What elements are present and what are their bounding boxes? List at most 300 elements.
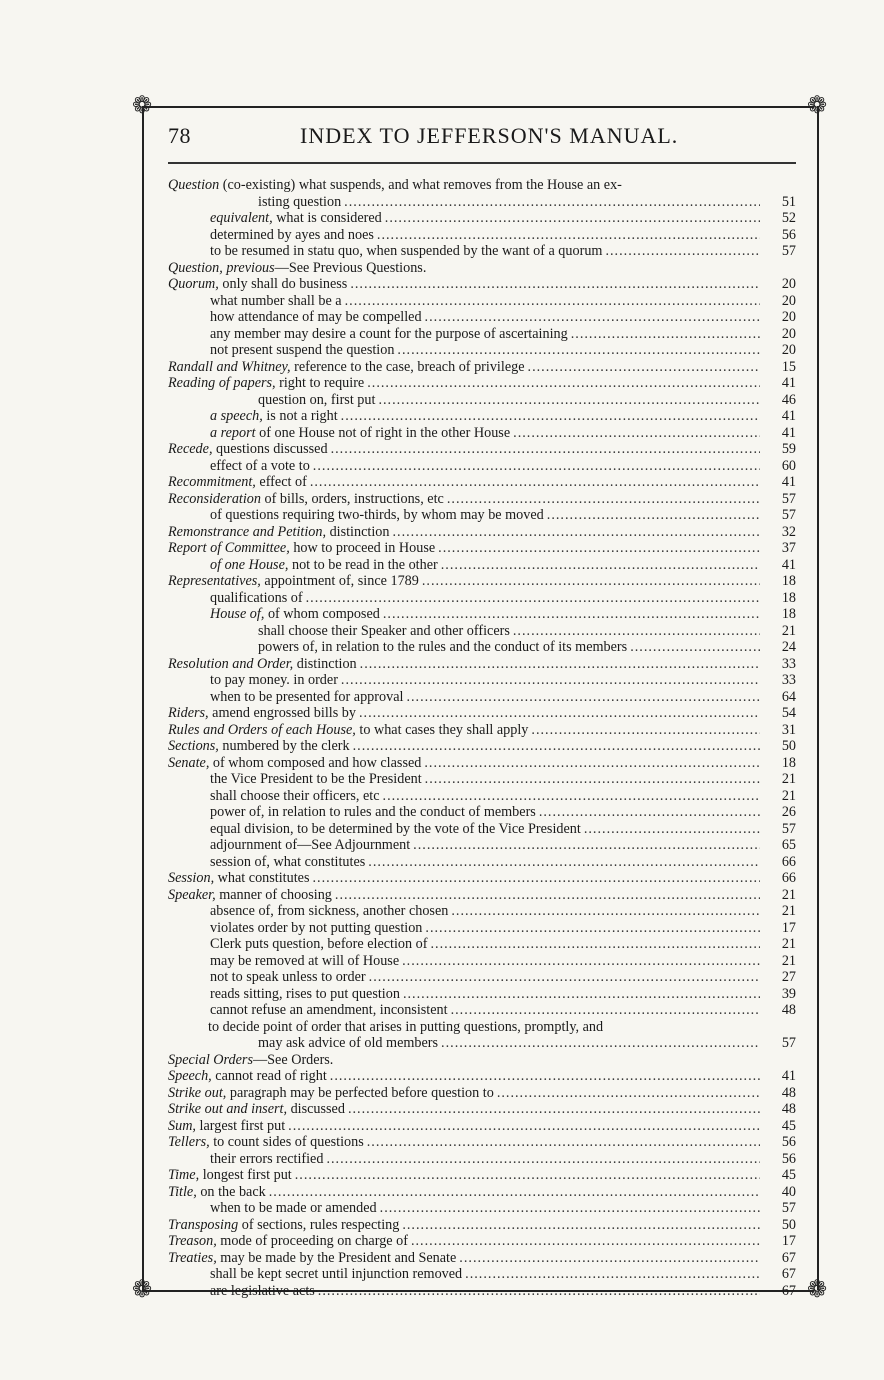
index-entry <box>160 656 796 673</box>
dot-leader <box>584 821 760 838</box>
entry-page-number: 33 <box>781 655 796 672</box>
dot-leader <box>424 755 760 772</box>
entry-page-number: 18 <box>781 589 796 606</box>
entry-text: of whom composed and how classed <box>209 754 422 771</box>
dot-leader <box>295 1167 760 1184</box>
entry-page-number: 48 <box>781 1084 796 1101</box>
dot-leader <box>571 326 760 343</box>
entry-text: of bills, orders, instructions, etc <box>261 490 444 507</box>
dot-leader <box>306 590 760 607</box>
dot-leader <box>341 672 760 689</box>
index-entry <box>160 606 796 623</box>
index-entry <box>160 1283 796 1300</box>
dot-leader <box>377 227 760 244</box>
dot-leader <box>547 507 760 524</box>
entry-page-number: 18 <box>781 573 796 589</box>
index-entry <box>160 870 796 887</box>
entry-page-number: 52 <box>781 210 796 226</box>
corner-ornament-icon: ❁ <box>131 1277 153 1303</box>
header-rule <box>168 162 796 164</box>
entry-text: on the back <box>196 1183 266 1200</box>
entry-heading: Randall and Whitney, <box>168 358 291 375</box>
dot-leader <box>605 243 760 260</box>
dot-leader <box>350 276 760 293</box>
entry-text: distinction <box>293 655 357 672</box>
entry-heading: a report <box>210 424 256 441</box>
dot-leader <box>413 837 760 854</box>
border-left <box>142 106 144 1290</box>
entry-page-number: 57 <box>781 1200 796 1216</box>
entry-page-number: 37 <box>781 540 796 556</box>
dot-leader <box>353 738 760 755</box>
entry-text: not to speak unless to order <box>210 969 366 985</box>
entry-text: Clerk puts question, before election of <box>210 936 428 952</box>
entry-text: adjournment of—See Adjournment <box>210 837 411 853</box>
entry-text: cannot read of right <box>211 1068 327 1084</box>
corner-ornament-icon: ❁ <box>806 93 828 119</box>
index-entry <box>160 309 796 326</box>
border-top <box>142 106 814 108</box>
entry-text: equal division, to be determined by the vote of the Vice President <box>210 820 581 837</box>
index-entry <box>160 672 796 689</box>
index-entry <box>160 441 796 458</box>
index-entry <box>160 738 796 755</box>
index-entry <box>160 557 796 574</box>
entry-heading: Session, <box>168 870 215 886</box>
entry-page-number: 46 <box>781 391 796 408</box>
entry-text: reads sitting, rises to put question <box>210 985 400 1002</box>
entry-page-number: 32 <box>781 523 796 540</box>
entry-text: shall be kept secret until injunction removed <box>210 1266 463 1282</box>
entry-text: question on, first put <box>258 391 376 408</box>
index-entry <box>160 359 796 376</box>
entry-text: amend engrossed bills by <box>208 705 356 721</box>
entry-heading: Speech, <box>168 1068 212 1084</box>
dot-leader <box>397 342 760 359</box>
entry-heading: Treason, <box>168 1233 217 1249</box>
index-entry <box>160 375 796 392</box>
entry-page-number: 41 <box>781 424 796 441</box>
dot-leader <box>451 1002 760 1019</box>
index-entry <box>160 821 796 838</box>
entry-text: the Vice President to be the President <box>210 771 422 787</box>
entry-text: —See Orders. <box>252 1051 334 1068</box>
dot-leader <box>402 953 760 970</box>
entry-page-number: 20 <box>781 342 796 358</box>
entry-heading: Remonstrance and Petition, <box>168 523 327 540</box>
dot-leader <box>447 491 760 508</box>
entry-page-number: 50 <box>781 1216 796 1233</box>
index-entry <box>160 573 796 590</box>
index-entry <box>160 474 796 491</box>
dot-leader <box>378 392 760 409</box>
dot-leader <box>348 1101 760 1118</box>
index-entry <box>160 1019 796 1036</box>
entry-heading: Reconsideration <box>168 490 261 507</box>
dot-leader <box>288 1118 760 1135</box>
dot-leader <box>497 1085 760 1102</box>
index-entry <box>160 903 796 920</box>
entry-heading: Tellers, <box>168 1134 210 1150</box>
index-entry <box>160 326 796 343</box>
entry-page-number: 41 <box>781 408 796 424</box>
entry-page-number: 67 <box>781 1282 796 1299</box>
entry-heading: Strike out and insert, <box>168 1101 288 1117</box>
dot-leader <box>385 210 760 227</box>
entry-text: of one House not of right in the other House <box>255 424 511 441</box>
entry-text: how to proceed in House <box>289 540 436 556</box>
entry-text: session of, what constitutes <box>210 853 366 870</box>
entry-page-number: 57 <box>781 820 796 837</box>
index-entry <box>160 837 796 854</box>
dot-leader <box>312 870 760 887</box>
dot-leader <box>459 1250 760 1267</box>
entry-text: to decide point of order that arises in putting questions, promptly, and <box>208 1018 604 1035</box>
entry-text: when to be presented for approval <box>210 688 404 705</box>
dot-leader <box>425 309 760 326</box>
entry-heading: House of, <box>210 606 265 622</box>
dot-leader <box>318 1283 760 1300</box>
dot-leader <box>441 557 760 574</box>
dot-leader <box>402 1217 760 1234</box>
index-entry <box>160 1118 796 1135</box>
entry-page-number: 20 <box>781 309 796 325</box>
index-entry <box>160 854 796 871</box>
border-right <box>817 106 819 1290</box>
entry-heading: Question <box>168 177 220 193</box>
dot-leader <box>341 408 760 425</box>
dot-leader <box>465 1266 760 1283</box>
dot-leader <box>335 887 760 904</box>
index-entry <box>160 260 796 277</box>
entry-page-number: 21 <box>781 936 796 952</box>
entry-text: cannot refuse an amendment, inconsistent <box>210 1002 448 1018</box>
entry-page-number: 67 <box>781 1266 796 1282</box>
dot-leader <box>383 788 760 805</box>
entry-text: of questions requiring two-thirds, by whom may be moved <box>210 507 544 523</box>
entry-heading: Report of Committee, <box>168 540 290 556</box>
entry-text: appointment of, since 1789 <box>260 573 419 589</box>
dot-leader <box>360 656 760 673</box>
entry-page-number: 17 <box>781 1233 796 1249</box>
entry-text: mode of proceeding on charge of <box>216 1233 408 1249</box>
entry-text: distinction <box>326 523 390 540</box>
entry-heading: Treaties, <box>168 1249 217 1266</box>
index-entry <box>160 540 796 557</box>
index-entry <box>160 425 796 442</box>
entry-page-number: 67 <box>781 1249 796 1266</box>
index-entry <box>160 722 796 739</box>
entry-heading: Riders, <box>168 705 209 721</box>
entry-text: of sections, rules respecting <box>238 1216 400 1233</box>
entry-heading: Resolution and Order, <box>168 655 294 672</box>
entry-text: violates order by not putting question <box>210 919 423 936</box>
entry-page-number: 33 <box>781 672 796 688</box>
entry-text: numbered by the clerk <box>218 738 350 754</box>
entry-text: longest first put <box>199 1167 292 1183</box>
index-entry <box>160 771 796 788</box>
entry-page-number: 20 <box>781 276 796 292</box>
entry-page-number: 57 <box>781 490 796 507</box>
entry-page-number: 48 <box>781 1101 796 1117</box>
entry-heading: Rules and Orders of each House, <box>168 721 356 738</box>
dot-leader <box>369 969 760 986</box>
index-entry <box>160 590 796 607</box>
entry-text: —See Previous Questions. <box>274 259 427 276</box>
entry-page-number: 15 <box>781 358 796 375</box>
entry-page-number: 59 <box>781 441 796 457</box>
entry-text: (co-existing) what suspends, and what removes from the House an ex- <box>219 177 622 193</box>
dot-leader <box>438 540 760 557</box>
entry-text: to be resumed in statu quo, when suspended by the want of a quorum <box>210 243 603 259</box>
entry-page-number: 57 <box>781 1035 796 1051</box>
entry-text: not present suspend the question <box>210 342 395 358</box>
dot-leader <box>422 573 760 590</box>
entry-page-number: 66 <box>781 870 796 886</box>
entry-page-number: 21 <box>781 787 796 804</box>
index-entry <box>160 276 796 293</box>
entry-text: to pay money. in order <box>210 672 338 688</box>
dot-leader <box>359 705 760 722</box>
index-entry <box>160 243 796 260</box>
entry-page-number: 66 <box>781 853 796 870</box>
entry-text: their errors rectified <box>210 1150 324 1167</box>
entry-page-number: 48 <box>781 1002 796 1018</box>
entry-heading: Representatives, <box>168 573 261 589</box>
dot-leader <box>531 722 760 739</box>
entry-text: right to require <box>275 375 365 391</box>
entry-page-number: 51 <box>781 193 796 210</box>
entry-text: how attendance of may be compelled <box>210 309 422 325</box>
entry-page-number: 41 <box>781 556 796 573</box>
index-entry <box>160 788 796 805</box>
dot-leader <box>380 1200 760 1217</box>
dot-leader <box>425 920 760 937</box>
dot-leader <box>411 1233 760 1250</box>
dot-leader <box>441 1035 760 1052</box>
entry-text: questions discussed <box>212 441 328 457</box>
entry-heading: Title, <box>168 1183 197 1200</box>
dot-leader <box>528 359 760 376</box>
entry-text: may ask advice of old members <box>258 1035 439 1051</box>
entry-heading: Reading of papers, <box>168 375 276 391</box>
entry-heading: Question, previous <box>168 259 275 276</box>
entry-page-number: 60 <box>781 457 796 474</box>
entry-page-number: 21 <box>781 952 796 969</box>
entry-text: when to be made or amended <box>210 1200 377 1216</box>
page-number: 78 <box>168 123 191 148</box>
index-entry <box>160 986 796 1003</box>
dot-leader <box>367 375 760 392</box>
entry-text: absence of, from sickness, another chosen <box>210 903 449 919</box>
index-entry <box>160 953 796 970</box>
dot-leader <box>430 936 760 953</box>
corner-ornament-icon: ❁ <box>131 93 153 119</box>
entry-text: power of, in relation to rules and the conduct of members <box>210 804 536 820</box>
index-entry <box>160 1250 796 1267</box>
entry-text: what constitutes <box>214 870 310 886</box>
index-entry <box>160 705 796 722</box>
index-entry <box>160 639 796 656</box>
dot-leader <box>630 639 760 656</box>
entry-text: effect of a vote to <box>210 457 310 474</box>
entry-page-number: 31 <box>781 721 796 738</box>
entry-text: qualifications of <box>210 589 303 606</box>
index-entry <box>160 1233 796 1250</box>
index-entry <box>160 408 796 425</box>
dot-leader <box>513 623 760 640</box>
entry-page-number: 40 <box>781 1183 796 1200</box>
index-entry <box>160 1134 796 1151</box>
dot-leader <box>392 524 760 541</box>
entry-page-number: 50 <box>781 738 796 754</box>
entry-text: may be removed at will of House <box>210 952 400 969</box>
dot-leader <box>313 458 760 475</box>
entry-heading: Special Orders <box>168 1051 253 1068</box>
index-entry <box>160 623 796 640</box>
index-entry <box>160 524 796 541</box>
entry-page-number: 20 <box>781 292 796 309</box>
dot-leader <box>326 1151 760 1168</box>
dot-leader <box>383 606 760 623</box>
index-entry <box>160 491 796 508</box>
index-entry <box>160 210 796 227</box>
dot-leader <box>331 441 760 458</box>
entry-page-number: 54 <box>781 705 796 721</box>
entry-page-number: 21 <box>781 622 796 639</box>
index-entry <box>160 1200 796 1217</box>
entry-heading: Speaker, <box>168 886 216 903</box>
entry-text: reference to the case, breach of privilege <box>290 358 525 375</box>
entry-heading: equivalent, <box>210 210 273 226</box>
entry-text: may be made by the President and Senate <box>216 1249 457 1266</box>
entry-heading: a speech, <box>210 408 263 424</box>
index-entry <box>160 1217 796 1234</box>
entry-page-number: 21 <box>781 903 796 919</box>
dot-leader <box>368 854 760 871</box>
entry-page-number: 17 <box>781 919 796 936</box>
dot-leader <box>330 1068 760 1085</box>
index-entry <box>160 1035 796 1052</box>
index-entry <box>160 1068 796 1085</box>
entry-heading: Quorum, <box>168 276 219 292</box>
page-header <box>168 123 796 157</box>
index-entry <box>160 1184 796 1201</box>
index-entry <box>160 458 796 475</box>
index-entry <box>160 293 796 310</box>
index-entry <box>160 969 796 986</box>
entry-text: shall choose their officers, etc <box>210 787 380 804</box>
entry-heading: of one House, <box>210 556 289 573</box>
dot-leader <box>345 293 760 310</box>
entry-page-number: 20 <box>781 325 796 342</box>
entry-page-number: 41 <box>781 1068 796 1084</box>
entry-page-number: 18 <box>781 754 796 771</box>
dot-leader <box>344 194 760 211</box>
corner-ornament-icon: ❁ <box>806 1277 828 1303</box>
index-entry <box>160 194 796 211</box>
entry-text: isting question <box>258 193 342 210</box>
entry-text: effect of <box>255 474 307 490</box>
dot-leader <box>269 1184 760 1201</box>
entry-page-number: 21 <box>781 771 796 787</box>
entry-page-number: 21 <box>781 886 796 903</box>
dot-leader <box>403 986 760 1003</box>
index-entry <box>160 1002 796 1019</box>
entry-text: not to be read in the other <box>288 556 438 573</box>
entry-heading: Strike out, <box>168 1084 227 1101</box>
index-entry <box>160 342 796 359</box>
index-entry <box>160 392 796 409</box>
entry-page-number: 57 <box>781 243 796 259</box>
entry-page-number: 41 <box>781 375 796 391</box>
index-entry <box>160 1101 796 1118</box>
dot-leader <box>367 1134 760 1151</box>
entry-heading: Sum, <box>168 1117 196 1134</box>
index-entry <box>160 755 796 772</box>
entry-text: what is considered <box>272 210 382 226</box>
entry-text: what number shall be a <box>210 292 342 309</box>
entry-heading: Recommitment, <box>168 474 256 490</box>
entry-text: manner of choosing <box>215 886 332 903</box>
dot-leader <box>406 689 760 706</box>
entry-page-number: 57 <box>781 507 796 523</box>
entry-text: are legislative acts <box>210 1282 315 1299</box>
index-entry <box>160 227 796 244</box>
entry-text: shall choose their Speaker and other officers <box>258 622 510 639</box>
index-entry <box>160 177 796 194</box>
page-title: INDEX TO JEFFERSON'S MANUAL. <box>300 123 679 148</box>
index-entry <box>160 1052 796 1069</box>
entry-page-number: 27 <box>781 969 796 985</box>
index-entry <box>160 804 796 821</box>
entry-text: is not a right <box>262 408 338 424</box>
index-entry <box>160 1266 796 1283</box>
index-entry <box>160 1167 796 1184</box>
entry-text: only shall do business <box>218 276 348 292</box>
entry-text: largest first put <box>195 1117 286 1134</box>
index-entry <box>160 887 796 904</box>
entry-heading: Sections, <box>168 738 219 754</box>
entry-text: any member may desire a count for the purpose of ascertaining <box>210 325 568 342</box>
entry-text: to what cases they shall apply <box>355 721 529 738</box>
entry-text: determined by ayes and noes <box>210 226 374 243</box>
entry-heading: Senate, <box>168 754 210 771</box>
entry-page-number: 39 <box>781 985 796 1002</box>
index-entry <box>160 689 796 706</box>
index-entry <box>160 507 796 524</box>
entry-heading: Transposing <box>168 1216 239 1233</box>
entry-page-number: 56 <box>781 226 796 243</box>
entry-page-number: 45 <box>781 1167 796 1183</box>
entry-page-number: 26 <box>781 804 796 820</box>
index-entry <box>160 936 796 953</box>
dot-leader <box>451 903 760 920</box>
entry-heading: Recede, <box>168 441 213 457</box>
index-entry <box>160 1085 796 1102</box>
entry-page-number: 45 <box>781 1117 796 1134</box>
entry-text: paragraph may be perfected before question to <box>226 1084 494 1101</box>
entry-text: discussed <box>287 1101 345 1117</box>
entry-heading: Time, <box>168 1167 200 1183</box>
index-entry <box>160 1151 796 1168</box>
entry-page-number: 41 <box>781 474 796 490</box>
entry-page-number: 24 <box>781 639 796 655</box>
entry-text: of whom composed <box>264 606 380 622</box>
index-entry <box>160 920 796 937</box>
entry-page-number: 64 <box>781 688 796 705</box>
dot-leader <box>513 425 760 442</box>
